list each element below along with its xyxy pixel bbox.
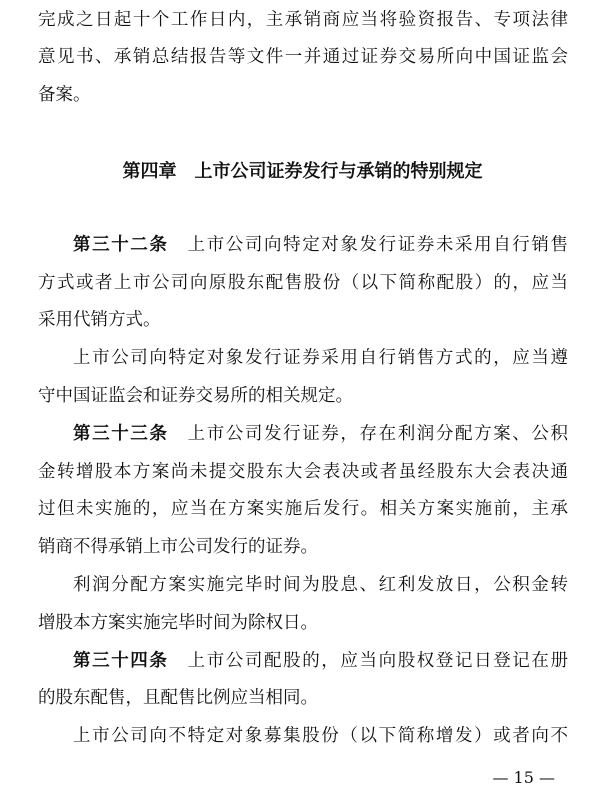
text-line: 金转增股本方案尚未提交股东大会表决或者虽经股东大会表决通: [38, 462, 568, 482]
text-line: 备案。: [38, 85, 91, 105]
article-34-label: 第三十四条: [73, 651, 169, 671]
article-32-text: 上市公司向特定对象发行证券未采用自行销售: [187, 235, 568, 255]
article-33-label: 第三十三条: [73, 424, 169, 444]
text-line: 上市公司向特定对象发行证券采用自行销售方式的，应当遵: [73, 348, 568, 368]
text-line: 上市公司向不特定对象募集股份（以下简称增发）或者向不: [73, 726, 568, 746]
chapter-title: 第四章 上市公司证券发行与承销的特别规定: [122, 161, 483, 182]
article-34-first-line: [73, 649, 568, 673]
article-32-first-line: [73, 233, 568, 257]
article-34-text: 上市公司配股的，应当向股权登记日登记在册: [187, 651, 568, 671]
text-line: 方式或者上市公司向原股东配售股份（以下简称配股）的，应当: [38, 273, 568, 293]
article-33-first-line: [73, 422, 568, 446]
text-line: 过但未实施的，应当在方案实施后发行。相关方案实施前，主承: [38, 499, 568, 519]
page-number: — 15 —: [492, 768, 555, 787]
text-line: 守中国证监会和证券交易所的相关规定。: [38, 386, 353, 406]
text-line: 增股本方案实施完毕时间为除权日。: [38, 613, 318, 633]
article-33-text: 上市公司发行证券，存在利润分配方案、公积: [187, 424, 568, 444]
text-line: 利润分配方案实施完毕时间为股息、红利发放日，公积金转: [73, 575, 568, 595]
text-line: 采用代销方式。: [38, 310, 161, 330]
text-line: 完成之日起十个工作日内，主承销商应当将验资报告、专项法律: [38, 10, 568, 30]
text-line: 的股东配售，且配售比例应当相同。: [38, 688, 318, 708]
text-line: 意见书、承销总结报告等文件一并通过证券交易所向中国证监会: [38, 47, 568, 67]
text-line: 销商不得承销上市公司发行的证券。: [38, 537, 318, 557]
article-32-label: 第三十二条: [73, 235, 169, 255]
